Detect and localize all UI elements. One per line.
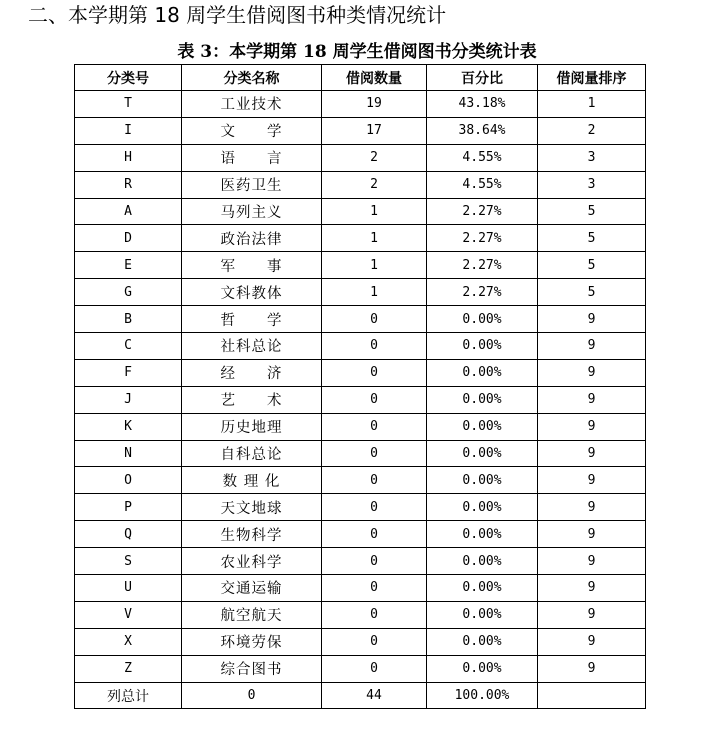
table-row [75, 91, 646, 118]
borrow-stats-table [74, 64, 646, 709]
percent-cell: 0.00% [427, 413, 538, 440]
percent-cell: 2.27% [427, 252, 538, 279]
rank-cell: 1 [538, 91, 646, 118]
table-caption: 表 3：本学期第 18 周学生借阅图书分类统计表 [177, 42, 537, 62]
rank-cell: 9 [538, 548, 646, 575]
total-count-cell: 44 [322, 682, 427, 709]
rank-cell: 9 [538, 628, 646, 655]
category-code-cell: D [75, 225, 182, 252]
percent-cell: 0.00% [427, 521, 538, 548]
category-code-cell: Z [75, 655, 182, 682]
category-code-cell: P [75, 494, 182, 521]
total-percent-cell: 100.00% [427, 682, 538, 709]
category-name-cell: 经 济 [182, 359, 322, 386]
table-row [75, 494, 646, 521]
percent-cell: 2.27% [427, 225, 538, 252]
percent-cell: 0.00% [427, 575, 538, 602]
rank-cell: 2 [538, 117, 646, 144]
table-row [75, 386, 646, 413]
borrow-count-cell: 1 [322, 252, 427, 279]
borrow-count-cell: 1 [322, 225, 427, 252]
column-header-name: 分类名称 [182, 65, 322, 91]
category-code-cell: U [75, 575, 182, 602]
category-code-cell: T [75, 91, 182, 118]
category-name-cell: 农业科学 [182, 548, 322, 575]
category-code-cell: B [75, 306, 182, 333]
category-name-cell: 文 学 [182, 117, 322, 144]
percent-cell: 4.55% [427, 144, 538, 171]
category-name-cell: 航空航天 [182, 601, 322, 628]
borrow-count-cell: 0 [322, 494, 427, 521]
category-name-cell: 文科教体 [182, 279, 322, 306]
rank-cell: 3 [538, 171, 646, 198]
table-row [75, 171, 646, 198]
rank-cell: 9 [538, 359, 646, 386]
borrow-count-cell: 0 [322, 548, 427, 575]
table-row [75, 440, 646, 467]
table-row [75, 252, 646, 279]
category-name-cell: 自科总论 [182, 440, 322, 467]
category-name-cell: 艺 术 [182, 386, 322, 413]
borrow-count-cell: 0 [322, 359, 427, 386]
borrow-count-cell: 0 [322, 467, 427, 494]
column-header-percent: 百分比 [427, 65, 538, 91]
rank-cell: 9 [538, 440, 646, 467]
total-label: 列总计 [75, 682, 182, 709]
borrow-count-cell: 0 [322, 601, 427, 628]
borrow-count-cell: 0 [322, 575, 427, 602]
category-name-cell: 历史地理 [182, 413, 322, 440]
table-row [75, 198, 646, 225]
table-row [75, 601, 646, 628]
category-code-cell: A [75, 198, 182, 225]
percent-cell: 0.00% [427, 494, 538, 521]
percent-cell: 0.00% [427, 548, 538, 575]
category-name-cell: 工业技术 [182, 91, 322, 118]
borrow-count-cell: 2 [322, 171, 427, 198]
category-code-cell: I [75, 117, 182, 144]
rank-cell: 5 [538, 225, 646, 252]
percent-cell: 0.00% [427, 655, 538, 682]
category-name-cell: 生物科学 [182, 521, 322, 548]
column-header-rank: 借阅量排序 [538, 65, 646, 91]
rank-cell: 9 [538, 601, 646, 628]
category-code-cell: O [75, 467, 182, 494]
category-code-cell: H [75, 144, 182, 171]
percent-cell: 43.18% [427, 91, 538, 118]
category-code-cell: X [75, 628, 182, 655]
category-code-cell: N [75, 440, 182, 467]
category-name-cell: 哲 学 [182, 306, 322, 333]
table-header-row [75, 65, 646, 91]
category-code-cell: F [75, 359, 182, 386]
category-code-cell: C [75, 333, 182, 360]
table-row [75, 333, 646, 360]
total-row [75, 682, 646, 709]
borrow-count-cell: 0 [322, 655, 427, 682]
table-row [75, 144, 646, 171]
rank-cell: 9 [538, 494, 646, 521]
rank-cell: 9 [538, 655, 646, 682]
table-row [75, 521, 646, 548]
borrow-count-cell: 19 [322, 91, 427, 118]
category-name-cell: 综合图书 [182, 655, 322, 682]
table-row [75, 413, 646, 440]
category-code-cell: S [75, 548, 182, 575]
borrow-count-cell: 0 [322, 333, 427, 360]
table-row [75, 359, 646, 386]
category-name-cell: 语 言 [182, 144, 322, 171]
percent-cell: 0.00% [427, 628, 538, 655]
category-code-cell: J [75, 386, 182, 413]
category-code-cell: K [75, 413, 182, 440]
rank-cell: 9 [538, 386, 646, 413]
rank-cell: 9 [538, 333, 646, 360]
rank-cell: 9 [538, 521, 646, 548]
rank-cell: 5 [538, 279, 646, 306]
category-name-cell: 天文地球 [182, 494, 322, 521]
rank-cell: 5 [538, 198, 646, 225]
category-code-cell: G [75, 279, 182, 306]
category-code-cell: R [75, 171, 182, 198]
borrow-count-cell: 0 [322, 306, 427, 333]
table-row [75, 655, 646, 682]
category-code-cell: Q [75, 521, 182, 548]
total-rank-cell [538, 682, 646, 709]
table-row [75, 225, 646, 252]
percent-cell: 0.00% [427, 467, 538, 494]
rank-cell: 9 [538, 575, 646, 602]
percent-cell: 2.27% [427, 198, 538, 225]
borrow-count-cell: 0 [322, 628, 427, 655]
section-heading: 二、本学期第 18 周学生借阅图书种类情况统计 [28, 3, 447, 27]
borrow-count-cell: 0 [322, 521, 427, 548]
borrow-count-cell: 0 [322, 440, 427, 467]
rank-cell: 9 [538, 467, 646, 494]
category-name-cell: 数 理 化 [182, 467, 322, 494]
rank-cell: 3 [538, 144, 646, 171]
table-row [75, 306, 646, 333]
table-row [75, 279, 646, 306]
percent-cell: 0.00% [427, 359, 538, 386]
category-name-cell: 马列主义 [182, 198, 322, 225]
borrow-count-cell: 0 [322, 386, 427, 413]
category-name-cell: 交通运输 [182, 575, 322, 602]
borrow-count-cell: 2 [322, 144, 427, 171]
borrow-count-cell: 17 [322, 117, 427, 144]
percent-cell: 0.00% [427, 333, 538, 360]
percent-cell: 4.55% [427, 171, 538, 198]
rank-cell: 9 [538, 413, 646, 440]
column-header-code: 分类号 [75, 65, 182, 91]
table-row [75, 575, 646, 602]
borrow-count-cell: 1 [322, 279, 427, 306]
rank-cell: 9 [538, 306, 646, 333]
category-name-cell: 环境劳保 [182, 628, 322, 655]
percent-cell: 2.27% [427, 279, 538, 306]
percent-cell: 0.00% [427, 386, 538, 413]
rank-cell: 5 [538, 252, 646, 279]
percent-cell: 0.00% [427, 306, 538, 333]
percent-cell: 0.00% [427, 440, 538, 467]
category-code-cell: V [75, 601, 182, 628]
borrow-count-cell: 0 [322, 413, 427, 440]
table-row [75, 628, 646, 655]
category-code-cell: E [75, 252, 182, 279]
table-row [75, 548, 646, 575]
percent-cell: 38.64% [427, 117, 538, 144]
total-name-cell: 0 [182, 682, 322, 709]
category-name-cell: 军 事 [182, 252, 322, 279]
category-name-cell: 医药卫生 [182, 171, 322, 198]
column-header-count: 借阅数量 [322, 65, 427, 91]
category-name-cell: 政治法律 [182, 225, 322, 252]
borrow-count-cell: 1 [322, 198, 427, 225]
table-row [75, 117, 646, 144]
category-name-cell: 社科总论 [182, 333, 322, 360]
percent-cell: 0.00% [427, 601, 538, 628]
table-row [75, 467, 646, 494]
